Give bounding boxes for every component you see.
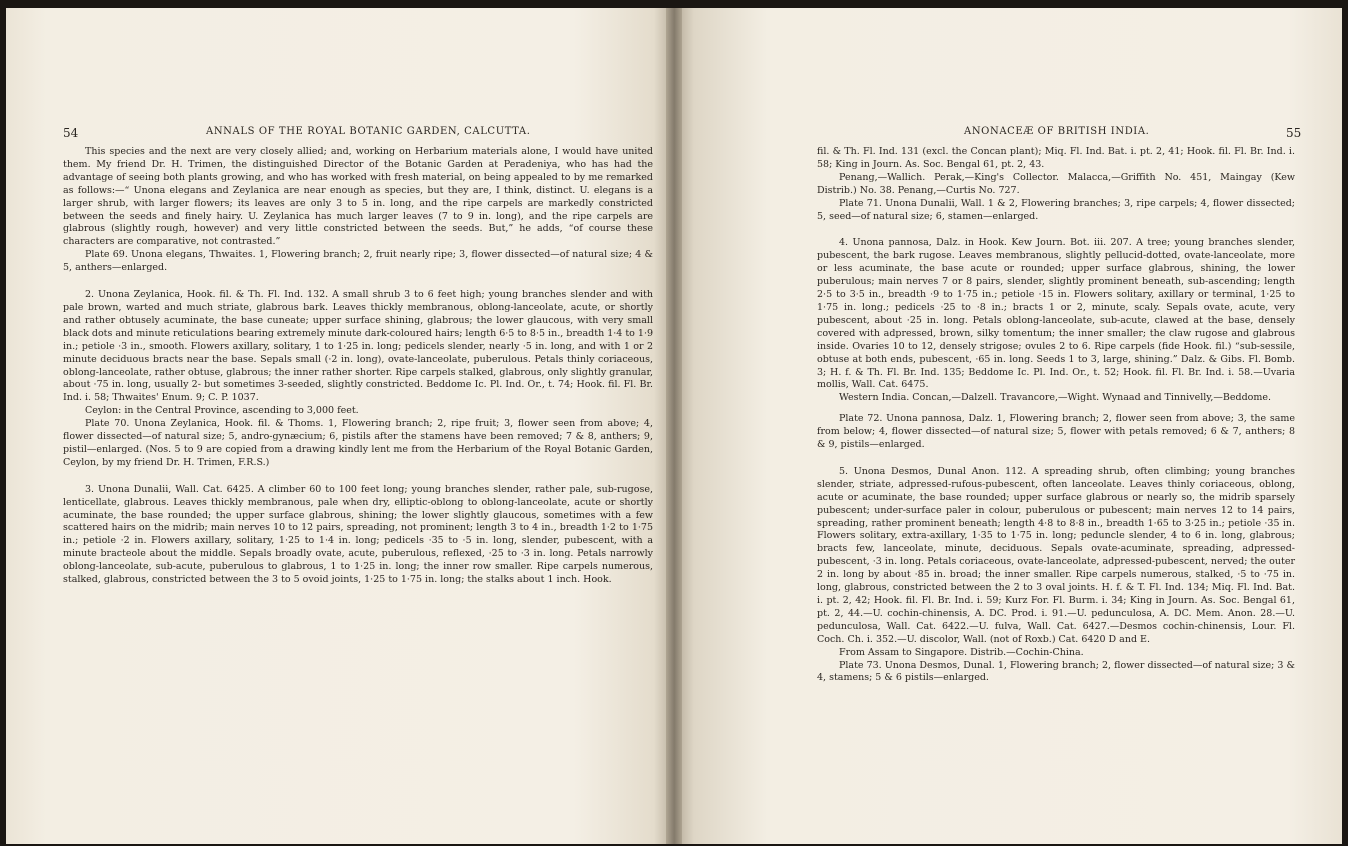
plate-caption: Plate 71. Unona Dunalii, Wall. 1 & 2, Flowering branches; 3, ripe carpels; 4, flower dissected; 5, seed—of natural size; 6, stamen—enlarged. [817, 197, 1295, 222]
species-entry: 3. Unona Dunalii, Wall. Cat. 6425. A climber 60 to 100 feet long; young branches slender, rather pale, sub-rugose, lenticellate, glabrous. Leaves thickly membranous, pale when dry, elliptic-oblong to oblong-lanceolate, acute or shortly acuminate, the base rounded; the upper surface glabrous, shining; the lower slightly glaucous, sometimes with a few scattered hairs on the midrib; main nerves 10 to 12 pairs, spreading, not prominent; length 3 to 4 in., breadth 1·2 to 1·75 in.; petiole ·2 in. Flowers axillary, solitary, 1·25 to 1·4 in. long; pedicels ·35 to ·5 in. long, slender, pubescent, with a minute bracteole about the middle. Sepals broadly ovate, acute, puberulous, reflexed, ·25 to ·3 in. long. Petals narrowly oblong-lanceolate, sub-acute, puberulous to glabrous, 1 to 1·25 in. long; the inner row smaller. Ripe carpels numerous, stalked, glabrous, constricted between the 3 to 5 ovoid joints, 1·25 to 1·75 in. long; the stalks about 1 inch. Hook. [63, 483, 653, 586]
locality: Ceylon: in the Central Province, ascending to 3,000 feet. [85, 405, 359, 417]
book-spread [6, 8, 1342, 844]
page-number: 54 [63, 126, 79, 140]
book-gutter [666, 8, 682, 844]
plate-caption: Plate 73. Unona Desmos, Dunal. 1, Flowering branch; 2, flower dissected—of natural size; 3 & 4, stamens; 5 & 6 pistils—enlarged. [817, 659, 1295, 684]
locality: Penang,—Wallich. Perak,—King's Collector. Malacca,—Griffith No. 451, Maingay (Kew Distrib.) No. 38. Penang,—Curtis No. 727. [817, 171, 1295, 196]
species-entry: 2. Unona Zeylanica, Hook. fil. & Th. Fl. Ind. 132. A small shrub 3 to 6 feet high; young branches slender and with pale brown, warted and much striate, glabrous bark. Leaves thickly membranous, oblong-lanceolate, acute, or shortly and rather obtusely acuminate, the base cuneate; upper surface shining, glabrous; the lower glaucous, with very small black dots and minute reticulations bearing extremely minute dark-coloured hairs; length 6·5 to 8·5 in., breadth 1·4 to 1·9 in.; petiole ·3 in., smooth. Flowers axillary, solitary, 1 to 1·25 in. long; pedicels slender, nearly ·5 in. long, and with 1 or 2 minute deciduous bracts near the base. Sepals small (·2 in. long), ovate-lanceolate, puberulous. Petals thinly coriaceous, oblong-lanceolate, rather obtuse, glabrous; the inner rather shorter. Ripe carpels stalked, glabrous, only slightly granular, about ·75 in. long, usually 2- but sometimes 3-seeded, slightly constricted. Beddome Ic. Pl. Ind. Or., t. 74; Hook. fil. Fl. Br. Ind. i. 58; Thwaites' Enum. 9; C. P. 1037. [63, 289, 654, 404]
page-number: 55 [1286, 126, 1302, 140]
text-column [817, 146, 1295, 685]
paragraph: This species and the next are very closely allied; and, working on Herbarium materials alone, I would have united them. My friend Dr. H. Trimen, the distinguished Director of the Botanic Garden at Peradeniya, who has had the advantage of seeing both plants growing, and who has worked with fresh material, on being appealed to by me remarked as follows:—“ Unona elegans and Zeylanica are near enough as species, but they are, I think, distinct. U. elegans is a larger shrub, with larger flowers; its leaves are only 3 to 5 in. long, and the ripe carpels are markedly constricted between the seeds and finely hairy. U. Zeylanica has much larger leaves (7 to 9 in. long), and the ripe carpels are glabrous (slightly rough, however) and very little constricted between the seeds. But,” he adds, “of course these characters are comparative, not contrasted.” [63, 146, 653, 248]
species-entry: 5. Unona Desmos, Dunal Anon. 112. A spreading shrub, often climbing; young branches slender, striate, adpressed-rufous-pubescent, often lanceolate. Leaves thinly coriaceous, oblong, acute or acuminate, the base rounded; upper surface glabrous or nearly so, the midrib sparsely pubescent; under-surface paler in colour, puberulous or pubescent; main nerves 12 to 14 pairs, spreading, rather prominent beneath; length 4·8 to 8·8 in., breadth 1·65 to 3·25 in.; petiole ·35 in. Flowers solitary, extra-axillary, 1·35 to 1·75 in. long; peduncle slender, 4 to 6 in. long, glabrous; bracts few, lanceolate, minute, deciduous. Sepals ovate-acuminate, spreading, adpressed-pubescent, ·3 in. long. Petals coriaceous, ovate-lanceolate, adpressed-pubescent, nerved; the outer 2 in. long by about ·85 in. broad; the inner smaller. Ripe carpels numerous, stalked, ·5 to ·75 in. long, glabrous, constricted between the 2 to 3 oval joints. H. f. & T. Fl. Ind. 134; Miq. Fl. Ind. Bat. i. pt. 2, 42; Hook. fil. Fl. Br. Ind. i. 59; Kurz For. Fl. Burm. i. 34; King in Journ. As. Soc. Bengal 61, pt. 2, 44.—U. cochin-chinensis, A. DC. Prod. i. 91.—U. pedunculosa, A. DC. Mem. Anon. 28.—U. pedunculosa, Wall. Cat. 6422.—U. fulva, Wall. Cat. 6427.—Desmos cochin-chinensis, Lour. Fl. Coch. Ch. i. 352.—U. discolor, Wall. (not of Roxb.) Cat. 6420 D and E. [817, 465, 1295, 645]
left-page [6, 8, 674, 844]
species-entry: 4. Unona pannosa, Dalz. in Hook. Kew Journ. Bot. iii. 207. A tree; young branches slender, pubescent, the bark rugose. Leaves membranous, slightly pellucid-dotted, ovate-lanceolate, more or less acuminate, the base acute or rounded; upper surface glabrous, shining, the lower puberulous; main nerves 7 or 8 pairs, slender, slightly prominent beneath, sub-ascending; length 2·5 to 3·5 in., breadth ·9 to 1·75 in.; petiole ·15 in. Flowers solitary, axillary or terminal, 1·25 to 1·75 in. long.; pedicels ·25 to ·8 in.; bracts 1 or 2, minute, scaly. Sepals ovate, acute, very pubescent, about ·25 in. long. Petals oblong-lanceolate, sub-acute, clawed at the base, densely covered with adpressed, brown, silky tomentum; the inner smaller; the claw rugose and glabrous inside. Ovaries 10 to 12, densely strigose; ovules 2 to 6. Ripe carpels (fide Hook. fil.) “sub-sessile, obtuse at both ends, pubescent, ·65 in. long. Seeds 1 to 3, large, shining.” Dalz. & Gibs. Fl. Bomb. 3; H. f. & Th. Fl. Br. Ind. 135; Beddome Ic. Pl. Ind. Or., t. 52; Hook. fil. Fl. Br. Ind. i. 58.—Uvaria mollis, Wall. Cat. 6475. [817, 237, 1295, 391]
locality: From Assam to Singapore. Distrib.—Cochin-China. [839, 646, 1084, 658]
running-header: ANONACEÆ OF BRITISH INDIA. [964, 126, 1150, 137]
running-header: ANNALS OF THE ROYAL BOTANIC GARDEN, CALCUTTA. [206, 126, 531, 137]
plate-caption: Plate 69. Unona elegans, Thwaites. 1, Flowering branch; 2, fruit nearly ripe; 3, flower dissected—of natural size; 4 & 5, anthers—enlarged. [63, 249, 653, 274]
locality: Western India. Concan,—Dalzell. Travancore,—Wight. Wynaad and Tinnivelly,—Beddome. [839, 392, 1272, 404]
plate-caption: Plate 72. Unona pannosa, Dalz. 1, Flowering branch; 2, flower seen from above; 3, the same from below; 4, flower dissected—of natural size; 5, flower with petals removed; 6 & 7, anthers; 8 & 9, pistils—enlarged. [817, 413, 1295, 451]
plate-caption: Plate 70. Unona Zeylanica, Hook. fil. & Thoms. 1, Flowering branch; 2, ripe fruit; 3, flower seen from above; 4, flower dissected—of natural size; 5, andro-gynæcium; 6, pistils after the stamens have been removed; 7 & 8, anthers; 9, pistil—enlarged. (Nos. 5 to 9 are copied from a drawing kindly lent me from the Herbarium of the Royal Botanic Garden, Ceylon, by my friend Dr. H. Trimen, F.R.S.) [63, 418, 653, 468]
right-page [674, 8, 1342, 844]
text-column [63, 146, 653, 587]
paragraph: fil. & Th. Fl. Ind. 131 (excl. the Concan plant); Miq. Fl. Ind. Bat. i. pt. 2, 41; Hook. fil. Fl. Br. Ind. i. 58; King in Journ. As. Soc. Bengal 61, pt. 2, 43. [817, 146, 1295, 170]
